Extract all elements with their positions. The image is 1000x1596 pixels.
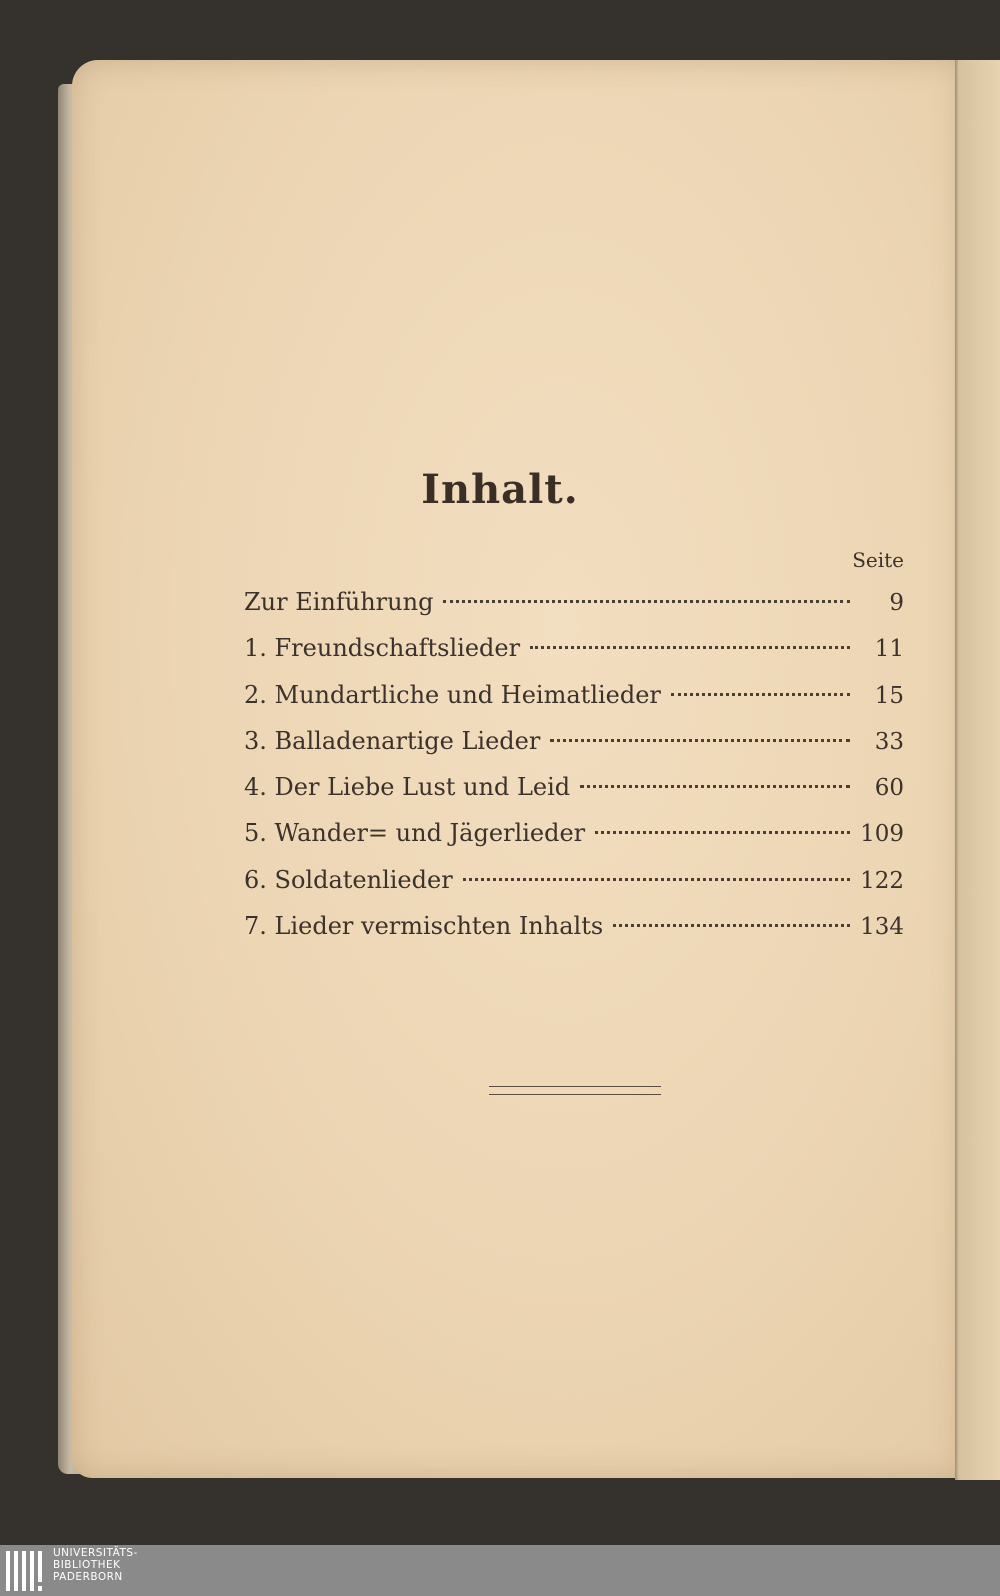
toc-entry (244, 588, 904, 634)
toc-entry (244, 727, 904, 773)
library-name-line: BIBLIOTHEK (53, 1559, 121, 1571)
dot-leader (613, 924, 850, 927)
toc-entry-label: 1. Freundschaftslieder (244, 634, 521, 663)
toc-entry-label: 2. Mundartliche und Heimatlieder (244, 680, 661, 709)
toc-entry-page: 11 (874, 636, 904, 663)
dot-leader (530, 646, 850, 649)
footer-bar (0, 1545, 1000, 1596)
toc-entry-label: 3. Balladenartige Lieder (244, 726, 541, 755)
dot-leader (671, 693, 850, 696)
page-column-header: Seite (852, 548, 904, 572)
toc-entry (244, 681, 904, 727)
double-rule-divider (489, 1086, 661, 1095)
toc-entry (244, 866, 904, 912)
toc-entry-page: 15 (874, 682, 904, 709)
dot-leader (550, 739, 850, 742)
toc-entry-label: 7. Lieder vermischten Inhalts (244, 912, 604, 941)
library-logo-icon (6, 1551, 46, 1591)
toc-entry (244, 634, 904, 680)
toc-entry-label: 5. Wander= und Jägerlieder (244, 819, 586, 848)
toc-entry-label: 4. Der Liebe Lust und Leid (244, 773, 571, 802)
toc-entry-page: 109 (860, 821, 904, 848)
dot-leader (463, 878, 850, 881)
toc-entry-label: Zur Einführung (244, 588, 434, 616)
library-name-line: PADERBORN (53, 1571, 123, 1583)
toc-entry-page: 122 (860, 867, 904, 894)
toc-entry (244, 819, 904, 865)
library-name (53, 1547, 138, 1583)
table-of-contents (244, 588, 904, 958)
facing-page-edge (959, 60, 1000, 1480)
toc-entry-page: 60 (874, 775, 904, 802)
dot-leader (443, 600, 850, 603)
library-name-line: UNIVERSITÄTS- (53, 1547, 138, 1559)
toc-entry-page: 33 (874, 728, 904, 755)
toc-entry-page: 134 (860, 914, 904, 941)
dot-leader (595, 831, 850, 834)
toc-entry-label: 6. Soldatenlieder (244, 865, 453, 894)
toc-entry (244, 912, 904, 958)
page-title: Inhalt. (421, 466, 579, 513)
dot-leader (580, 785, 850, 788)
toc-entry (244, 773, 904, 819)
toc-entry-page: 9 (889, 590, 904, 616)
